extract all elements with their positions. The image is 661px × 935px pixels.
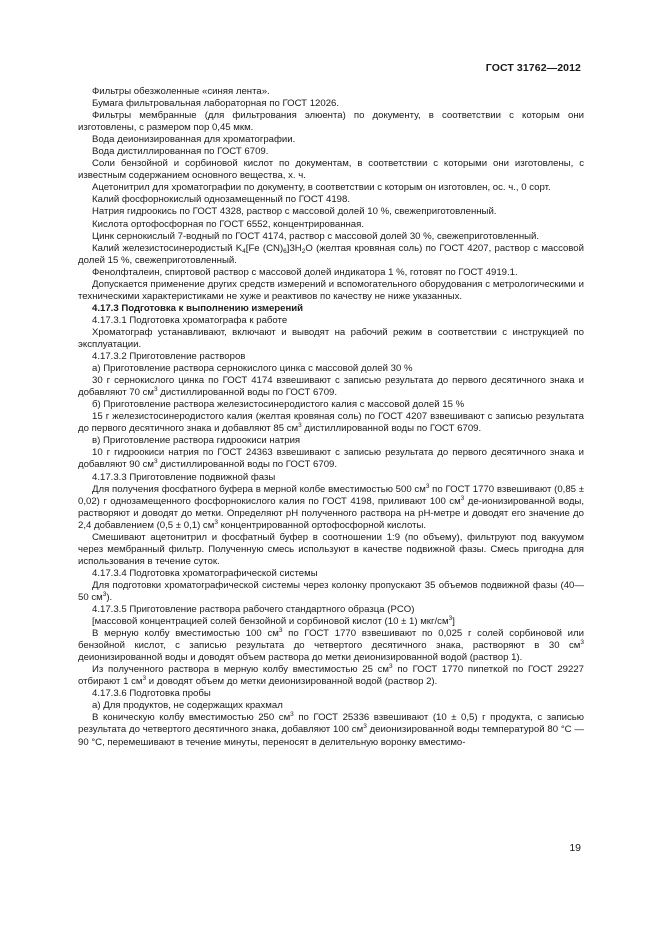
paragraph: Фильтры обезжоленные «синяя лента».	[92, 86, 270, 97]
paragraph: Вода дистиллированная по ГОСТ 6709.	[92, 146, 269, 158]
paragraph: В коническую колбу вместимостью 250 $см^3$ по ГОСТ 25336 взвешивают (10 ± 0,5) г продукта, с записью результата до четвертого десятичного знака, добавляют 100 $см^3$ деионизированной воды температурой 80 °С — 90 °С, перемешивают в течение минуты, переносят в делительную воронку вместимо-	[78, 711, 585, 748]
paragraph: Для подготовки хроматографической системы через колонку пропускают 35 объемов подвижной фазы (40—50 $см^3$).	[78, 579, 584, 603]
paragraph: 30 г сернокислого цинка по ГОСТ 4174 взвешивают с записью результата до первого десятичного знака и добавляют 70 $см^3$ дистиллированной воды по ГОСТ 6709.	[78, 375, 584, 399]
section-heading: 4.17.3 Подготовка к выполнению измерений	[92, 302, 304, 314]
paragraph: Допускается применение других средств измерений и вспомогательного оборудования с метрологическими и техническими характеристиками не хуже и реактивов по качеству не ниже указанных.	[78, 278, 584, 302]
paragraph: Соли бензойной и сорбиновой кислот по документам, в соответствии с которыми они изготовлены, с известным содержанием основного вещества, х. ч.	[78, 158, 584, 182]
paragraph: а) Для продуктов, не содержащих крахмал	[92, 700, 283, 712]
paragraph: Ацетонитрил для хроматографии по документу, в соответствии с которым он изготовлен, ос. ч., 0 сорт.	[92, 182, 551, 194]
paragraph: Калий железистосинеродистый $K_4[Fe$ $(CN)_6]3H_2O$ (желтая кровяная соль) по ГОСТ 4207, раствор с массовой долей 15 %, свежеприготовленный.	[78, 242, 584, 266]
paragraph: В мерную колбу вместимостью 100 $см^3$ по ГОСТ 1770 взвешивают по 0,025 г солей сорбиновой или бензойной кислот, с записью результата до четвертого десятичного знака, растворяют в 30 $см^3$ деионизированной воды и доводят объем раствора до метки деионизированной водой (раствор 1).	[78, 627, 584, 664]
paragraph: Фильтры мембранные (для фильтрования элюента) по документу, в соответствии с которым они изготовлены, с размером пор 0,45 мкм.	[78, 110, 584, 134]
paragraph: в) Приготовление раствора гидроокиси натрия	[92, 435, 301, 447]
subsection-heading: 4.17.3.6 Подготовка пробы	[92, 688, 211, 700]
paragraph: Вода деионизированная для хроматографии.	[92, 134, 296, 146]
subsection-heading: 4.17.3.2 Приготовление растворов	[92, 351, 246, 363]
paragraph: 15 г железистосинеродистого калия (желтая кровяная соль) по ГОСТ 4207 взвешивают с записью результата до первого десятичного знака и добавляют 85 $см^3$ дистиллированной воды по ГОСТ 6709.	[78, 411, 584, 435]
paragraph: Для получения фосфатного буфера в мерной колбе вместимостью 500 $см^3$ по ГОСТ 1770 взвешивают (0,85 ± 0,02) г однозамещенного фосфорнокислого калия по ГОСТ 4198, приливают 100 $см^3$ де-ионизированной воды, растворяют и доводят до метки. Определяют рН полученного раствора на рН-метре и доводят его значение до 2,4 добавлением (0,5 ± 0,1) $см^3$ концентрированной ортофосфорной кислоты.	[78, 482, 585, 531]
subsection-heading: 4.17.3.1 Подготовка хроматографа к работе	[92, 314, 288, 326]
subsection-heading: 4.17.3.5 Приготовление раствора рабочего стандартного образца (PCO)	[92, 604, 415, 616]
subsection-heading: 4.17.3.3 Приготовление подвижной фазы	[92, 471, 276, 483]
paragraph: Смешивают ацетонитрил и фосфатный буфер в соотношении 1:9 (по объему), фильтруют под вакуумом через мембранный фильтр. Полученную смесь используют в качестве подвижной фазы. Смесь пригодна для использования в течение суток.	[78, 531, 584, 567]
paragraph: Натрия гидроокись по ГОСТ 4328, раствор с массовой долей 10 %, свежеприготовленный.	[92, 206, 497, 218]
paragraph: б) Приготовление раствора железистосинеродистого калия с массовой долей 15 %	[92, 399, 465, 411]
paragraph: Цинк сернокислый 7-водный по ГОСТ 4174, раствор с массовой долей 30 %, свежеприготовленный.	[92, 230, 540, 242]
paragraph: Фенолфталеин, спиртовой раствор с массовой долей индикатора 1 %, готовят по ГОСТ 4919.1.	[92, 266, 518, 278]
paragraph: Бумага фильтровальная лабораторная по ГОСТ 12026.	[92, 98, 340, 110]
paragraph: Калий фосфорнокислый однозамещенный по ГОСТ 4198.	[92, 194, 351, 206]
paragraph: а) Приготовление раствора сернокислого цинка с массовой долей 30 %	[92, 363, 413, 375]
paragraph: Кислота ортофосфорная по ГОСТ 6552, концентрированная.	[92, 218, 364, 230]
paragraph: Хроматограф устанавливают, включают и выводят на рабочий режим в соответствии с инструкцией по эксплуатации.	[78, 326, 584, 350]
document-body	[78, 86, 584, 749]
subsection-heading: 4.17.3.4 Подготовка хроматографической системы	[92, 567, 318, 579]
paragraph: 10 г гидроокиси натрия по ГОСТ 24363 взвешивают с записью результата до первого десятичного знака и добавляют 90 $см^3$ дистиллированной воды по ГОСТ 6709.	[78, 447, 584, 471]
document-header: ГОСТ 31762—2012	[485, 62, 581, 74]
paragraph: Из полученного раствора в мерную колбу вместимостью 25 $см^3$ по ГОСТ 1770 пипеткой по ГОСТ 29227 отбирают 1 $см^3$ и доводят объем до метки деионизированной водой (раствор 2).	[78, 663, 584, 688]
paragraph: [массовой концентрацией солей бензойной и сорбиновой кислот (10 ± 1) мкг/$см^3$]	[92, 615, 455, 628]
page-number: 19	[569, 842, 581, 854]
